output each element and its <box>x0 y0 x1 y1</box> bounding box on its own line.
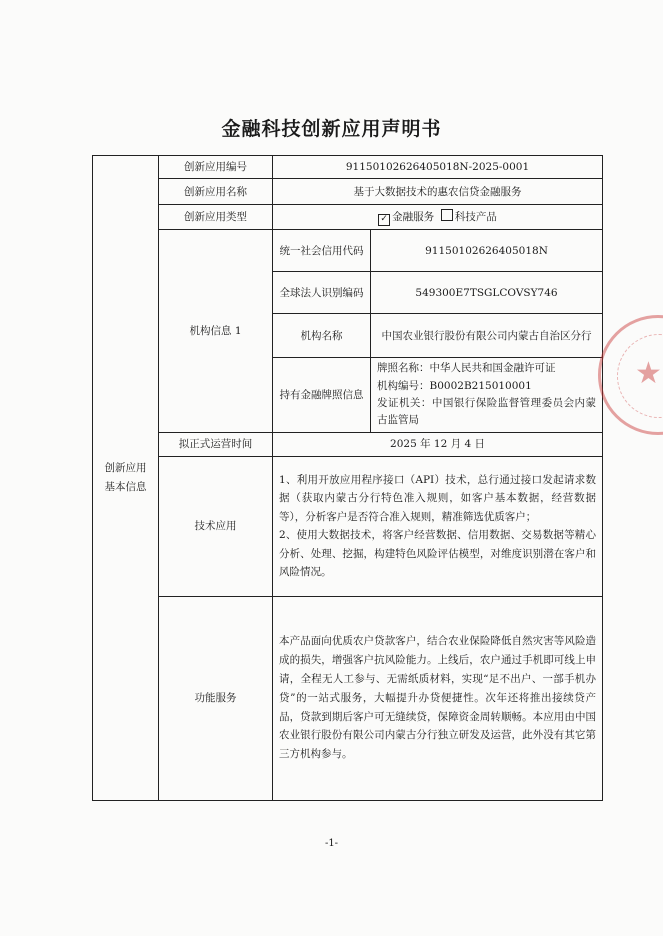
institution-label: 机构信息 1 <box>159 230 273 432</box>
lei-label: 全球法人识别编码 <box>273 272 371 314</box>
institution-name-label: 机构名称 <box>273 314 371 358</box>
app-number-value: 91150102626405018N-2025-0001 <box>273 156 603 179</box>
row-launch-time <box>93 432 603 456</box>
tech-label: 技术应用 <box>159 456 273 596</box>
credit-code-value: 91150102626405018N <box>371 230 603 272</box>
row-app-type <box>93 205 603 230</box>
row-app-name <box>93 179 603 205</box>
tech-para-1: 1、利用开放应用程序接口（API）技术，总行通过接口发起请求数据（获取内蒙古分行特色准入规则，如客户基本数据，经营数据等），分析客户是否符合准入规则，精准筛选优质客户； <box>279 474 597 523</box>
app-type-label: 创新应用类型 <box>159 205 273 230</box>
option-finance-label: 金融服务 <box>392 211 435 224</box>
license-name: 牌照名称：中华人民共和国金融许可证 <box>377 362 556 375</box>
page-title: 金融科技创新应用声明书 <box>221 118 442 140</box>
tech-para-2: 2、使用大数据技术，将客户经营数据、信用数据、交易数据等精心分析、处理、挖掘，构建特色风险评估模型，对维度识别潜在客户和风险情况。 <box>279 529 597 578</box>
license-info <box>371 358 603 432</box>
institution-name-value: 中国农业银行股份有限公司内蒙古自治区分行 <box>371 314 603 358</box>
red-seal-stamp <box>598 315 663 435</box>
app-name-label: 创新应用名称 <box>159 179 273 205</box>
side-label: 创新应用基本信息 <box>93 156 159 801</box>
option-tech-label: 科技产品 <box>454 211 497 224</box>
row-app-number <box>93 156 603 179</box>
page-number: -1- <box>324 838 339 849</box>
tech-content <box>273 456 603 596</box>
row-tech <box>93 456 603 596</box>
checked-box-icon: ✓ <box>378 214 390 226</box>
app-name-value: 基于大数据技术的惠农信贷金融服务 <box>273 179 603 205</box>
credit-code-label: 统一社会信用代码 <box>273 230 371 272</box>
row-function <box>93 596 603 800</box>
app-type-options <box>273 205 603 230</box>
license-issuer: 发证机关：中国银行保险监督管理委员会内蒙古监管局 <box>377 397 597 427</box>
declaration-table <box>92 155 603 801</box>
app-number-label: 创新应用编号 <box>159 156 273 179</box>
launch-time-value: 2025 年 12 月 4 日 <box>273 432 603 456</box>
function-content: 本产品面向优质农户贷款客户，结合农业保险降低自然灾害等风险造成的损失，增强客户抗风险能力。上线后，农户通过手机即可线上申请，全程无人工参与、无需纸质材料，实现“足不出户、一部手机办贷”的一站式服务，大幅提升办贷便捷性。次年还将推出接续贷产品，贷款到期后客户可无缝续贷，保障资金周转顺畅。本应用由中国农业银行股份有限公司内蒙古分行独立研发及运营，此外没有其它第三方机构参与。 <box>273 596 603 800</box>
function-label: 功能服务 <box>159 596 273 800</box>
unchecked-box-icon <box>441 209 453 221</box>
lei-value: 549300E7TSGLCOVSY746 <box>371 272 603 314</box>
license-number: 机构编号：B0002B215010001 <box>377 379 532 392</box>
license-label: 持有金融牌照信息 <box>273 358 371 432</box>
row-credit-code <box>93 230 603 272</box>
launch-time-label: 拟正式运营时间 <box>159 432 273 456</box>
star-icon: ★ <box>635 356 662 391</box>
